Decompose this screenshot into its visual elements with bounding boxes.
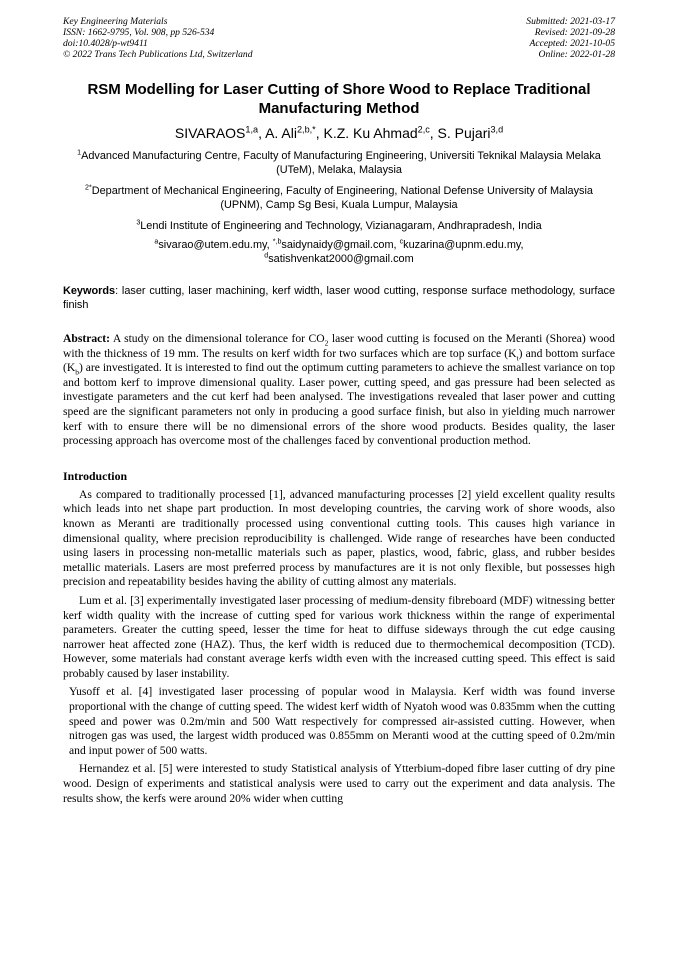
abstract-sub: t bbox=[516, 352, 519, 362]
affiliation-3 bbox=[63, 219, 615, 233]
keywords-label: Keywords bbox=[63, 285, 116, 297]
affiliation-text: Lendi Institute of Engineering and Technology, Vizianagaram, Andhrapradesh, India bbox=[140, 220, 542, 232]
author-sup: 1,a bbox=[245, 124, 259, 135]
email-link[interactable]: saidynaidy@gmail.com, bbox=[281, 239, 400, 251]
online-date: Online: 2022-01-28 bbox=[538, 49, 615, 60]
affiliation-text: Advanced Manufacturing Centre, Faculty of Manufacturing Engineering, Universiti Teknikal Malaysia Melaka (UTeM), Melaka, Malaysia bbox=[81, 150, 601, 176]
affiliation-sup: 1 bbox=[77, 148, 82, 157]
email-sup: *,b bbox=[272, 237, 282, 246]
author-sup: 3,d bbox=[490, 124, 504, 135]
abstract-text: A study on the dimensional tolerance for CO bbox=[110, 332, 325, 345]
email-sup: a bbox=[154, 237, 159, 246]
issn: ISSN: 1662-9795, Vol. 908, pp 526-534 bbox=[63, 27, 215, 38]
affiliation-text: Department of Mechanical Engineering, Faculty of Engineering, National Defense University of Malaysia (UPNM), Camp Sg Besi, Kuala Lumpur, Malaysia bbox=[91, 185, 593, 211]
keywords bbox=[63, 284, 615, 312]
author-name: , K.Z. Ku Ahmad bbox=[315, 125, 418, 141]
dates-info bbox=[526, 16, 615, 60]
author-name: , S. Pujari bbox=[429, 125, 491, 141]
affiliation-1 bbox=[63, 149, 615, 177]
abstract-sub: 2 bbox=[324, 338, 329, 348]
email-sup: c bbox=[399, 237, 404, 246]
email-sup: d bbox=[264, 251, 269, 260]
intro-paragraph: Lum et al. [3] experimentally investigated laser processing of medium-density fibreboard (MDF) witnessing better kerf width quality with the increase of cutting sped for various work thickness within the range of experimental parameters. Greater the cutting speed, lesser the time for heat to diffuse sideways through the cut edge causing narrower heat affected zone (HAZ). Thus, the kerf width is reduced due to thermochemical decomposition (TCD). However, some materials had constant average kerfs width even with the increased cutting speed. This effect is said probably caused by laser instability. bbox=[63, 593, 615, 680]
abstract-text: ) are investigated. It is interested to find out the optimum cutting parameters to achieve the smallest variance on top and bottom kerf to improve dimensional quality. Laser power, cutting speed, and gas pressure had been selected as investigate parameters and the cut kerf had been analysed. The investigations revealed that laser power and cutting speed are the significant parameters not only in producing a good surface finish, but also in yielding much narrower kerf with to ensure there will be no dimensional errors of the shore wood products. Besides quality, the laser processing approach has overcome most of the challenges faced by conventional production method. bbox=[63, 361, 615, 448]
journal-name: Key Engineering Materials bbox=[63, 16, 168, 27]
section-heading-introduction: Introduction bbox=[63, 468, 128, 483]
abstract-text: ) and bottom surface (K bbox=[63, 346, 615, 375]
journal-info bbox=[63, 16, 253, 60]
email-link[interactable]: satishvenkat2000@gmail.com bbox=[268, 253, 414, 265]
email-link[interactable]: kuzarina@upnm.edu.my, bbox=[403, 239, 524, 251]
intro-paragraph: As compared to traditionally processed [1], advanced manufacturing processes [2] yield excellent quality results which leads into net shape part production. In most developing countries, the carving work of shore woods, also known as Meranti are traditionally processed using conventional cutting tools. This causes high variance in dimensional quality, where precision reproducibility is challenged. Wide range of researches have been conducted using lasers in processing non-metallic materials such as paper, plastics, wood, fabric, glass, and rubber besides metallic materials. Lasers are most preferred process by manufactures are it is not only flexible, but possesses high precision and repeatability besides having the ability of cutting almost any materials. bbox=[63, 487, 615, 589]
author-name: SIVARAOS bbox=[174, 125, 246, 141]
affiliation-2 bbox=[63, 184, 615, 212]
keywords-text: : laser cutting, laser machining, kerf width, laser wood cutting, response surface methodology, surface finish bbox=[63, 285, 615, 311]
author-list bbox=[63, 124, 615, 142]
doi: doi:10.4028/p-wt9411 bbox=[63, 38, 148, 49]
accepted-date: Accepted: 2021-10-05 bbox=[529, 38, 615, 49]
email-list bbox=[63, 238, 615, 266]
copyright: © 2022 Trans Tech Publications Ltd, Switzerland bbox=[63, 49, 253, 60]
author-sup: 2,b,* bbox=[296, 124, 316, 135]
abstract-text: laser wood cutting is focused on the Meranti (Shorea) wood with the thickness of 19 mm. The results on kerf width for two surfaces which are top surface (K bbox=[63, 332, 615, 360]
email-link[interactable]: sivarao@utem.edu.my, bbox=[158, 239, 273, 251]
intro-paragraph: Hernandez et al. [5] were interested to study Statistical analysis of Ytterbium-doped fibre laser cutting of dry pine wood. Design of experiments and statistical analysis were used to carry out the experiment and data analysis. The results show, the kerfs were around 20% wider when cutting bbox=[63, 762, 615, 805]
journal-header bbox=[63, 16, 615, 60]
abstract bbox=[63, 332, 615, 449]
paper-title: RSM Modelling for Laser Cutting of Shore Wood to Replace Traditional Manufacturing Method bbox=[87, 81, 591, 117]
author-name: , A. Ali bbox=[258, 125, 297, 141]
affiliation-sup: 2* bbox=[85, 183, 92, 192]
abstract-sub: b bbox=[75, 367, 79, 377]
affiliation-sup: 3 bbox=[136, 218, 141, 227]
revised-date: Revised: 2021-09-28 bbox=[534, 27, 615, 38]
abstract-label: Abstract: bbox=[63, 332, 111, 345]
author-sup: 2,c bbox=[417, 124, 430, 135]
intro-paragraph: Yusoff et al. [4] investigated laser processing of popular wood in Malaysia. Kerf width was found inverse proportional with the change of cutting speed. The widest kerf width of Nyatoh wood was 0.835mm when the cutting speed and power was 0.2m/min and 500 Watt respectively for compressed air-assisted cutting. However, when nitrogen gas was used, the largest width produced was 0.855mm on Meranti wood at the cutting speed of 0.2m/min and input power of 500 watts. bbox=[69, 685, 615, 757]
submitted-date: Submitted: 2021-03-17 bbox=[526, 16, 615, 27]
